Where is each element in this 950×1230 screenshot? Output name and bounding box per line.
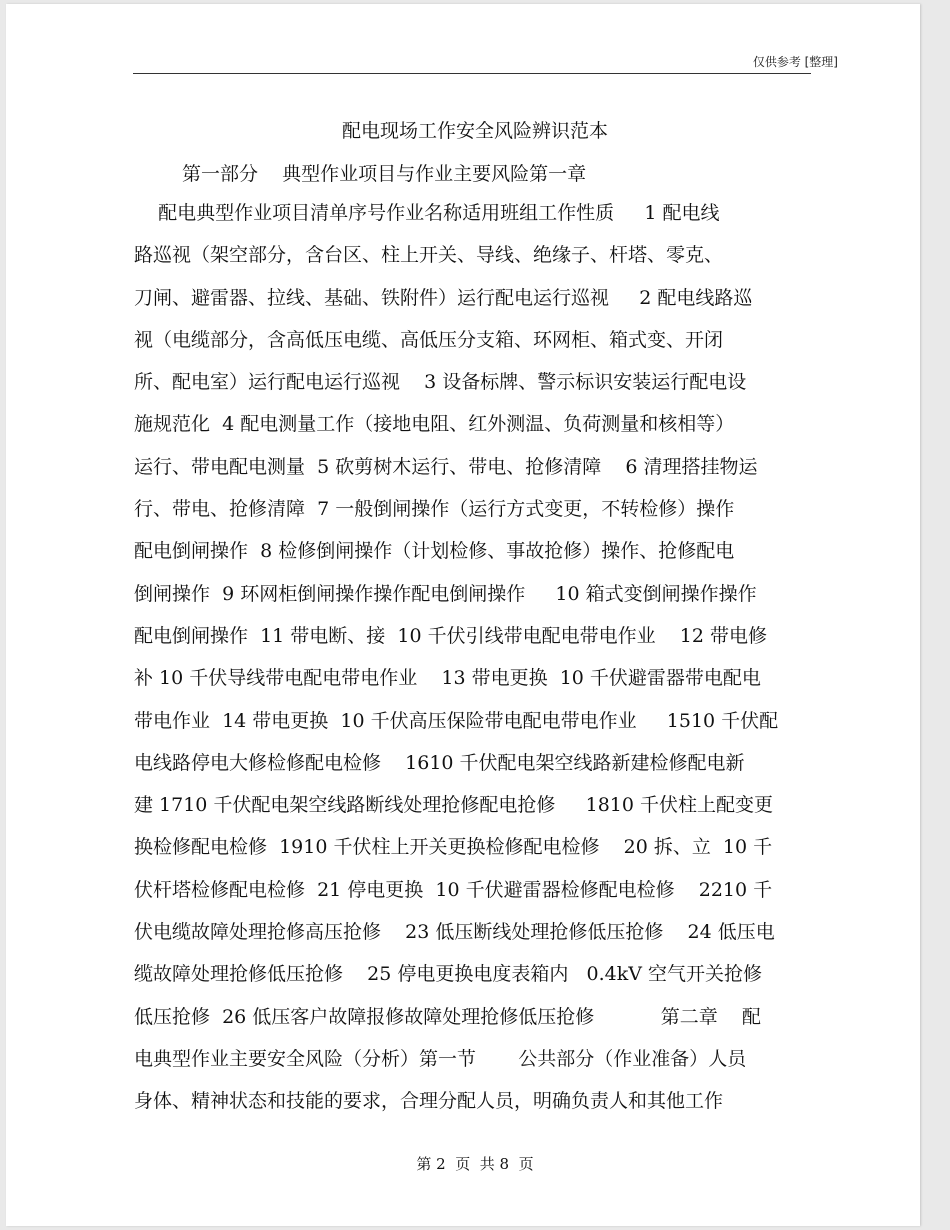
body-line: 补 10 千伏导线带电配电带电作业 13 带电更换 10 千伏避雷器带电配电 [134, 667, 761, 690]
body-line: 建 1710 千伏配电架空线路断线处理抢修配电抢修 1810 千伏柱上配变更 [134, 794, 774, 817]
body-line: 电线路停电大修检修配电检修 1610 千伏配电架空线路新建检修配电新 [134, 751, 745, 774]
header-note: 仅供参考 [整理] [752, 55, 838, 69]
body-line: 身体、精神状态和技能的要求，合理分配人员，明确负责人和其他工作 [134, 1090, 724, 1113]
body-line: 运行、带电配电测量 5 砍剪树木运行、带电、抢修清障 6 清理搭挂物运 [134, 455, 758, 478]
body-line: 配电倒闸操作 11 带电断、接 10 千伏引线带电配电带电作业 12 带电修 [134, 624, 767, 647]
body-text [134, 192, 814, 1123]
body-line: 路巡视（架空部分，含台区、柱上开关、导线、绝缘子、杆塔、零克、 [134, 244, 724, 267]
body-line: 带电作业 14 带电更换 10 千伏高压保险带电配电带电作业 1510 千伏配 [134, 709, 779, 732]
body-line: 配电倒闸操作 8 检修倒闸操作（计划检修、事故抢修）操作、抢修配电 [134, 540, 735, 563]
body-line: 换检修配电检修 1910 千伏柱上开关更换检修配电检修 20 拆、立 10 千 [134, 836, 773, 859]
body-line: 伏电缆故障处理抢修高压抢修 23 低压断线处理抢修低压抢修 24 低压电 [134, 921, 775, 944]
body-line: 视（电缆部分，含高低压电缆、高低压分支箱、环网柜、箱式变、开闭 [134, 328, 724, 351]
body-line: 行、带电、抢修清障 7 一般倒闸操作（运行方式变更，不转检修）操作 [134, 498, 735, 521]
body-line: 伏杆塔检修配电检修 21 停电更换 10 千伏避雷器检修配电检修 2210 千 [134, 878, 773, 901]
document-title: 配电现场工作安全风险辨识范本 [341, 120, 608, 142]
page-number: 第 2 页 共 8 页 [416, 1155, 534, 1173]
body-line: 刀闸、避雷器、拉线、基础、铁附件）运行配电运行巡视 2 配电线路巡 [134, 286, 753, 309]
body-line: 缆故障处理抢修低压抢修 25 停电更换电度表箱内 0.4kV 空气开关抢修 [134, 963, 762, 986]
body-line: 施规范化 4 配电测量工作（接地电阻、红外测温、负荷测量和核相等） [134, 413, 735, 436]
body-line: 电典型作业主要安全风险（分析）第一节 公共部分（作业准备）人员 [134, 1047, 747, 1070]
body-line: 倒闸操作 9 环网柜倒闸操作操作配电倒闸操作 10 箱式变倒闸操作操作 [134, 582, 757, 605]
header-rule [133, 73, 811, 74]
body-line: 低压抢修 26 低压客户故障报修故障处理抢修低压抢修 第二章 配 [134, 1005, 761, 1028]
body-line: 所、配电室）运行配电运行巡视 3 设备标牌、警示标识安装运行配电设 [134, 371, 747, 394]
body-line: 配电典型作业项目清单序号作业名称适用班组工作性质 1 配电线 [134, 202, 720, 224]
section-heading: 第一部分 典型作业项目与作业主要风险第一章 [182, 163, 587, 185]
